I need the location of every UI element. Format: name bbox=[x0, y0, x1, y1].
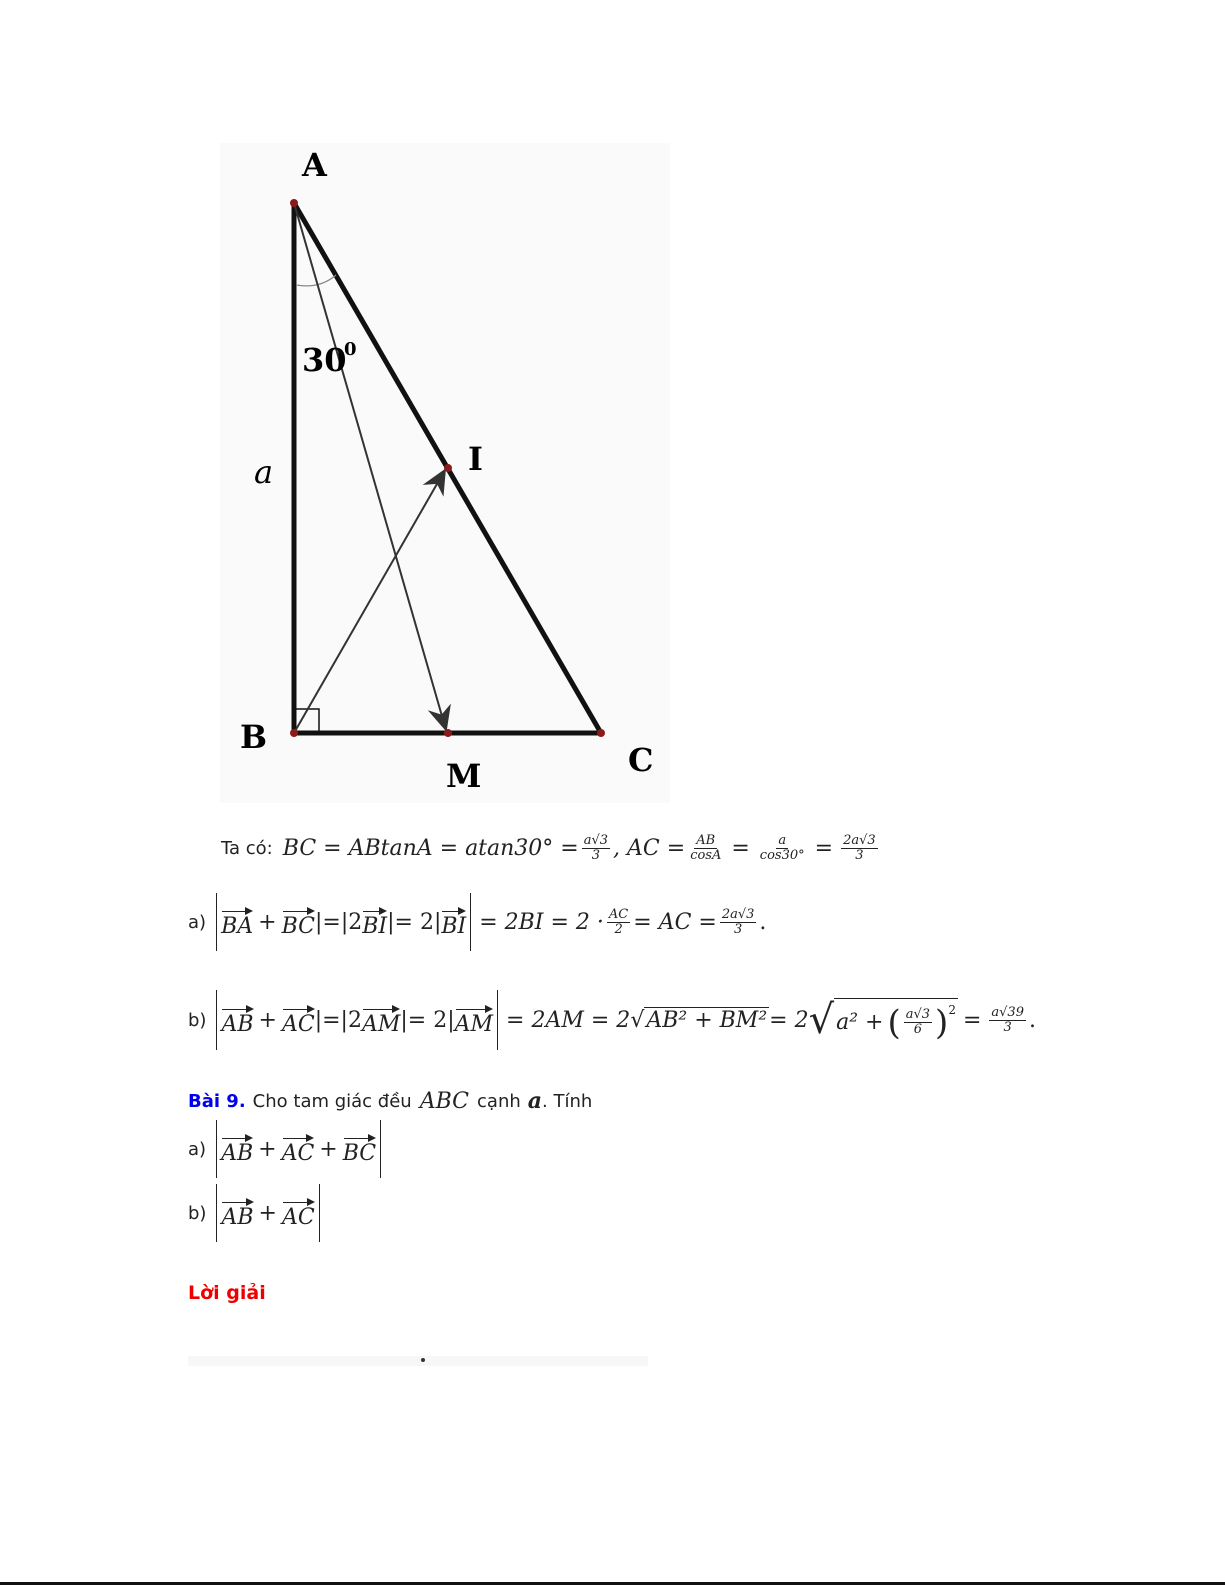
exercise-label: Bài 9. bbox=[188, 1090, 246, 1112]
sqrt-sign: √ bbox=[630, 1007, 645, 1033]
bc-equation: BC = ABtanA = atan30° = bbox=[282, 836, 579, 861]
equals: = bbox=[731, 836, 750, 861]
frac-den: cosA bbox=[690, 848, 722, 863]
equals: = bbox=[962, 1007, 982, 1033]
period: . bbox=[759, 909, 767, 935]
triangle-figure bbox=[220, 143, 670, 803]
frac-den: 6 bbox=[913, 1022, 923, 1037]
frac-num: a√39 bbox=[991, 1004, 1024, 1020]
vector-bc: BC bbox=[282, 906, 315, 939]
vector-ab: AB bbox=[221, 1004, 253, 1037]
frac-den: 3 bbox=[733, 921, 743, 937]
intro-line bbox=[221, 834, 881, 863]
exercise-text: . Tính bbox=[542, 1090, 593, 1112]
part-b-prefix: b) bbox=[188, 1009, 207, 1031]
fraction-1 bbox=[582, 834, 610, 863]
solution-heading: Lời giải bbox=[188, 1282, 266, 1304]
fraction-a3-6 bbox=[904, 1008, 932, 1037]
part-b-line bbox=[188, 990, 1036, 1050]
exercise-text: cạnh bbox=[477, 1090, 521, 1112]
eq-mid: |=|2 bbox=[314, 1007, 362, 1033]
vector-bc: BC bbox=[343, 1133, 376, 1166]
vector-am: AM bbox=[455, 1004, 493, 1037]
eq-mid: |= 2| bbox=[400, 1007, 455, 1033]
abs-value bbox=[216, 1184, 319, 1242]
frac-den: 2 bbox=[614, 921, 623, 937]
plus: + bbox=[258, 909, 277, 935]
label-angle: 30 bbox=[302, 341, 347, 379]
point-b bbox=[290, 729, 298, 737]
question-a-prefix: a) bbox=[188, 1138, 207, 1160]
label-angle-degree: 0 bbox=[344, 339, 357, 360]
question-b bbox=[188, 1184, 320, 1242]
part-a-line bbox=[188, 893, 766, 951]
vector-ab: AB bbox=[221, 1133, 253, 1166]
vector-ac: AC bbox=[282, 1004, 315, 1037]
next-figure-strip bbox=[188, 1356, 648, 1366]
part-b-rest: = 2AM = 2 bbox=[506, 1007, 631, 1033]
fraction-ac-2 bbox=[607, 908, 630, 937]
fraction-2 bbox=[688, 834, 723, 863]
frac-num: AB bbox=[696, 833, 716, 848]
vector-bi: BI bbox=[441, 906, 466, 939]
figure-dot bbox=[421, 1358, 425, 1362]
label-c: C bbox=[628, 741, 654, 779]
frac-den: 3 bbox=[1003, 1019, 1012, 1035]
plus: + bbox=[258, 1136, 277, 1162]
eq-mid: |=|2 bbox=[314, 909, 363, 935]
plus: + bbox=[258, 1007, 277, 1033]
exercise-text: Cho tam giác đều bbox=[252, 1090, 412, 1112]
vector-ab: AB bbox=[221, 1197, 253, 1230]
right-angle-mark bbox=[295, 709, 319, 732]
intro-prefix: Ta có: bbox=[221, 838, 273, 859]
question-b-prefix: b) bbox=[188, 1202, 207, 1224]
vector-ac: AC bbox=[282, 1133, 315, 1166]
fraction-4 bbox=[841, 834, 878, 863]
frac-num: 2a√3 bbox=[721, 906, 755, 922]
paren-open: ( bbox=[887, 1002, 901, 1043]
frac-num: 2a√3 bbox=[843, 833, 876, 848]
fraction-result bbox=[989, 1006, 1026, 1035]
exercise-9-title bbox=[188, 1088, 592, 1114]
part-a-rest: = 2BI = 2 · bbox=[479, 909, 604, 935]
sqrt-1 bbox=[630, 1007, 769, 1033]
frac-den: cos30° bbox=[759, 848, 805, 863]
plus: + bbox=[319, 1136, 338, 1162]
vector-bi bbox=[294, 470, 445, 733]
frac-num: AC bbox=[608, 906, 629, 922]
exponent: 2 bbox=[948, 1002, 956, 1017]
part-b-rest2: = 2 bbox=[769, 1007, 809, 1033]
vector-bi: BI bbox=[362, 906, 387, 939]
sqrt-radicand bbox=[834, 998, 958, 1043]
abs-value-a bbox=[216, 893, 471, 951]
sqrt-sign: √ bbox=[808, 997, 835, 1043]
vector-ba: BA bbox=[221, 906, 253, 939]
equals: = bbox=[814, 836, 834, 861]
sqrt-2 bbox=[809, 997, 958, 1043]
vector-ac: AC bbox=[282, 1197, 315, 1230]
fraction-3 bbox=[758, 834, 807, 863]
side-variable: a bbox=[527, 1088, 543, 1114]
abs-value bbox=[216, 1120, 381, 1178]
question-a bbox=[188, 1120, 381, 1178]
label-i: I bbox=[468, 440, 483, 478]
vector-am: AM bbox=[362, 1004, 400, 1037]
period: . bbox=[1028, 1007, 1036, 1033]
label-b: B bbox=[240, 718, 268, 756]
frac-den: 3 bbox=[855, 848, 864, 863]
label-m: M bbox=[446, 757, 482, 795]
fraction-result bbox=[720, 908, 757, 937]
label-side-a: a bbox=[254, 453, 274, 491]
point-c bbox=[597, 729, 605, 737]
triangle-diagram bbox=[220, 143, 670, 803]
point-i bbox=[444, 464, 452, 472]
eq-mid: |= 2| bbox=[387, 909, 442, 935]
ac-equation: , AC = bbox=[613, 836, 686, 861]
part-a-prefix: a) bbox=[188, 911, 207, 933]
frac-num: a√3 bbox=[583, 833, 609, 848]
frac-num: a bbox=[778, 833, 787, 848]
plus: + bbox=[258, 1200, 277, 1226]
sqrt-radicand: AB² + BM² bbox=[646, 1008, 768, 1033]
point-m bbox=[444, 729, 452, 737]
paren-close: ) bbox=[935, 1002, 949, 1043]
triangle-name: ABC bbox=[419, 1088, 470, 1114]
vector-am bbox=[294, 203, 446, 730]
label-a: A bbox=[302, 146, 327, 184]
frac-den: 3 bbox=[591, 848, 601, 863]
part-a-rest2: = AC = bbox=[633, 909, 717, 935]
point-a bbox=[290, 199, 298, 207]
abs-value-b bbox=[216, 990, 498, 1050]
a-squared: a² + bbox=[836, 1010, 884, 1035]
frac-num: a√3 bbox=[905, 1007, 931, 1022]
